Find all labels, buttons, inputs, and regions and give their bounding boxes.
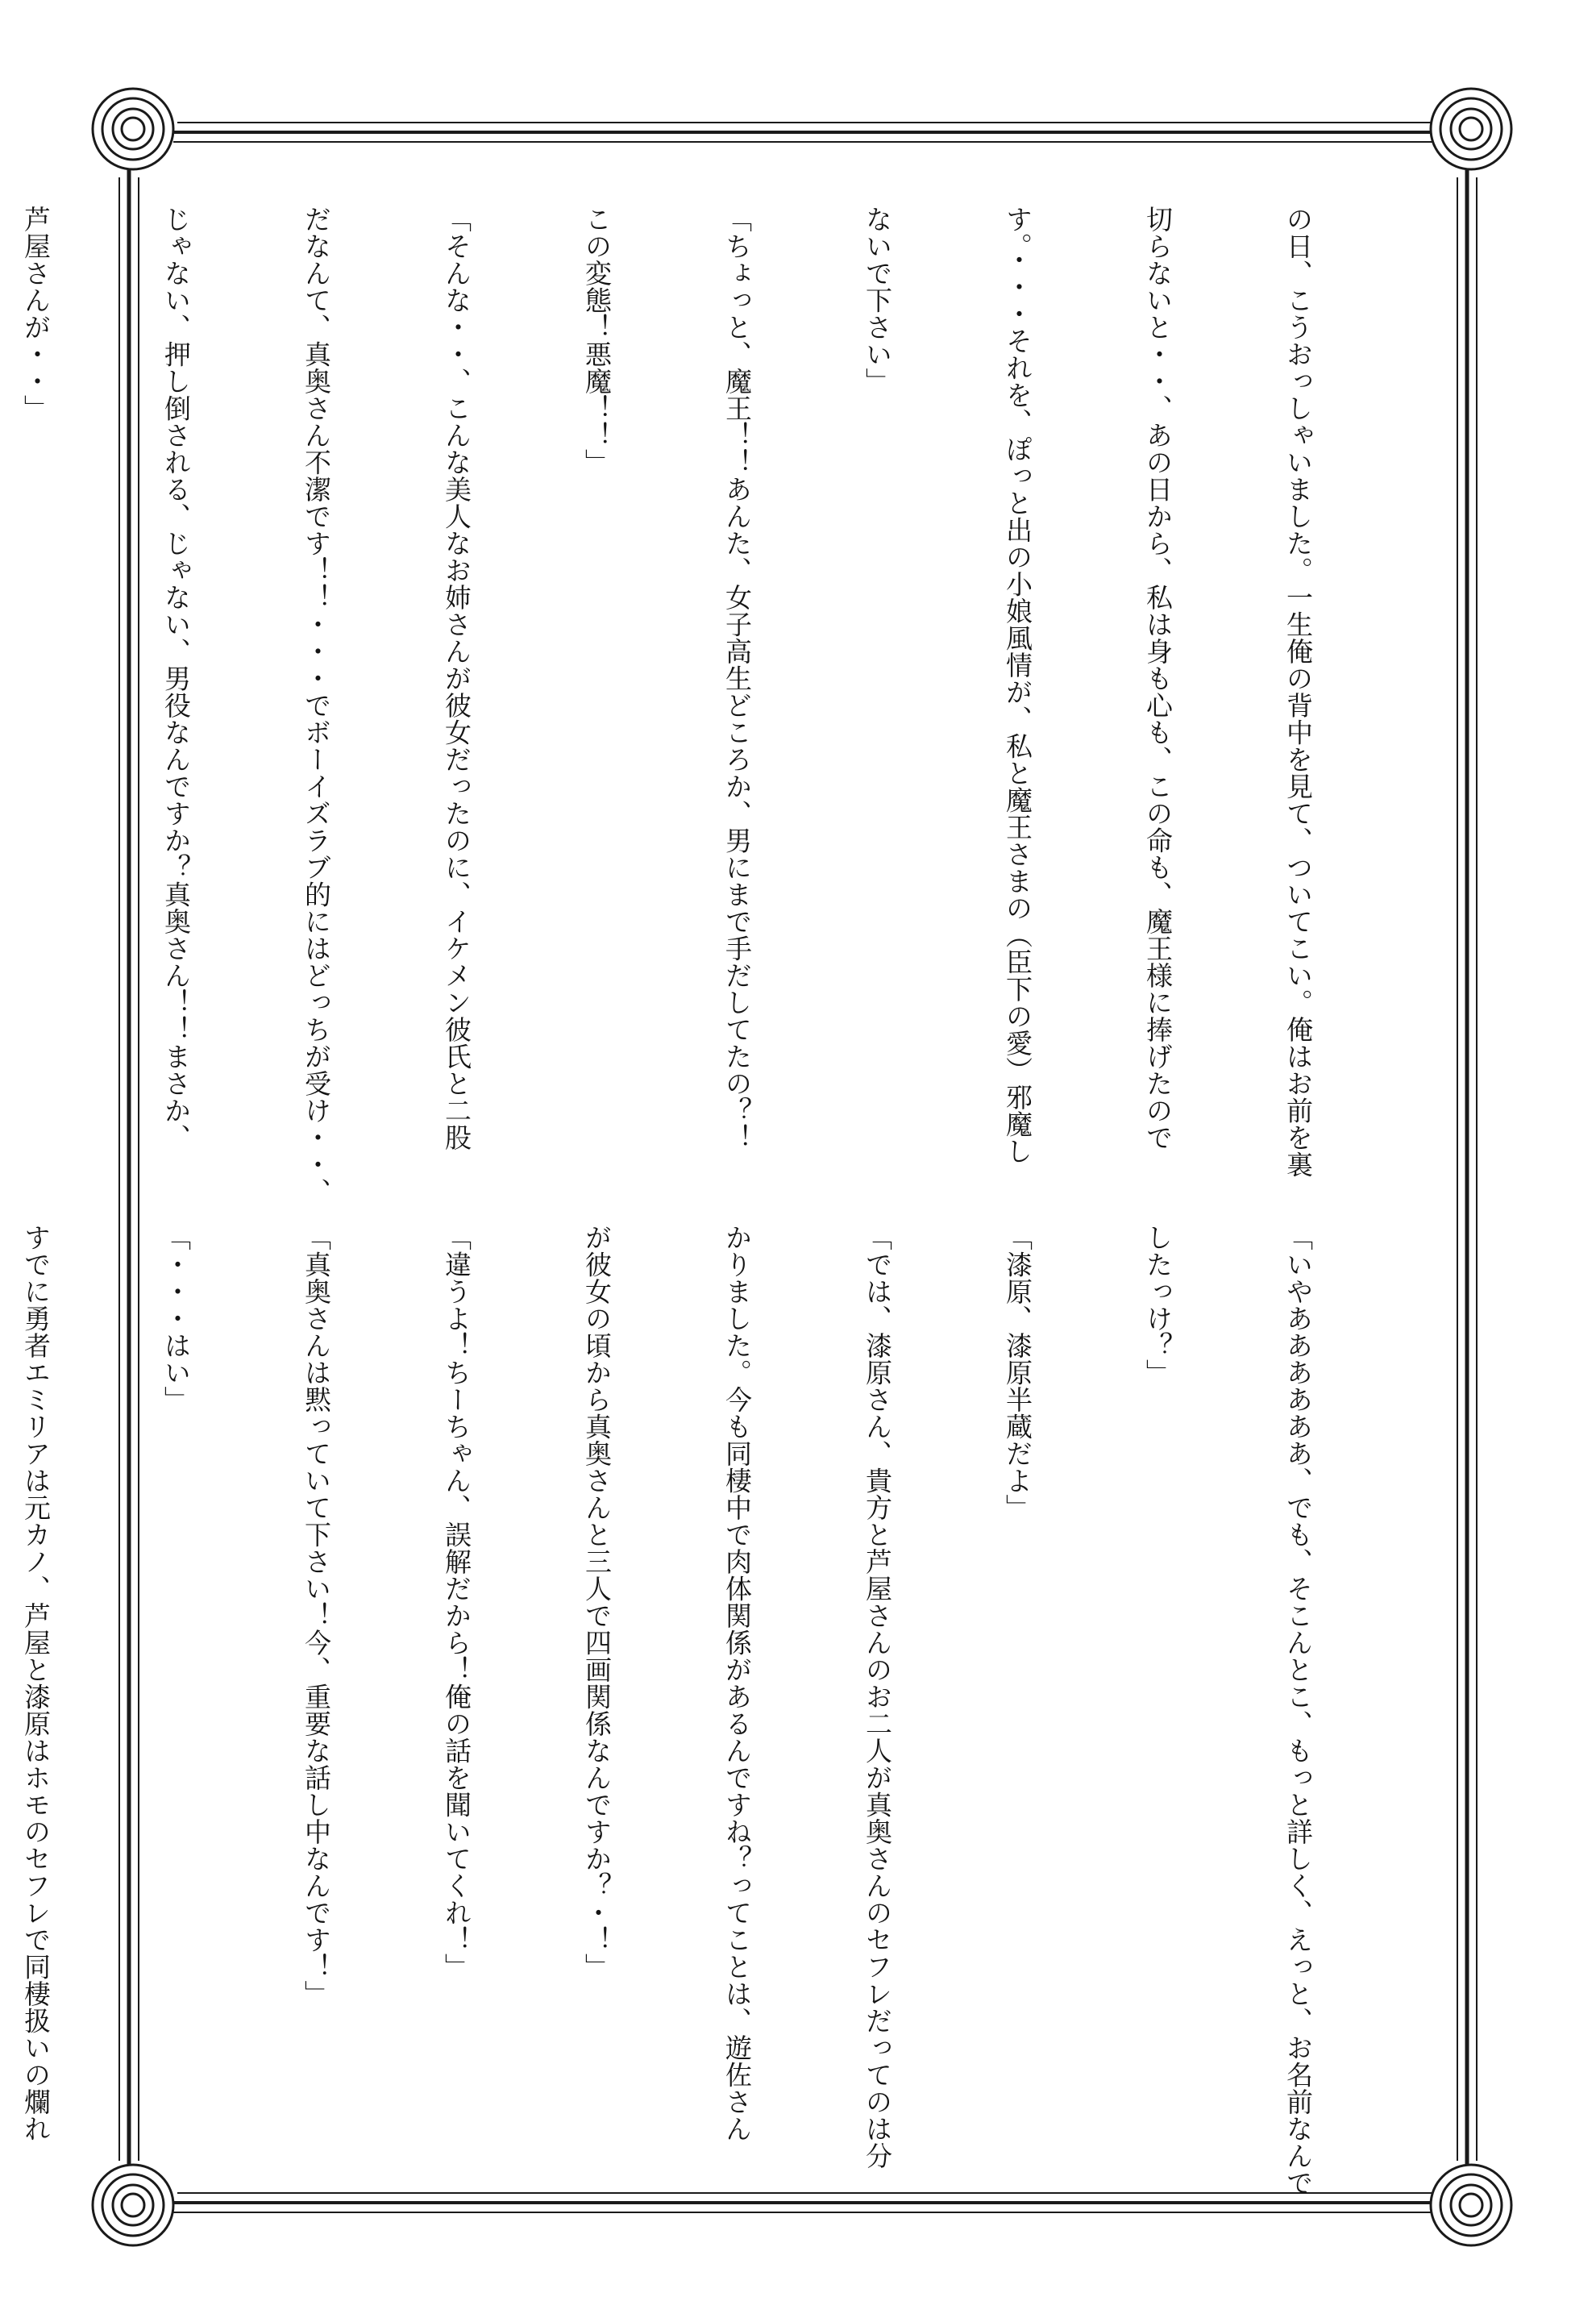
text-line: 「漆原、漆原半蔵だよ」 bbox=[1002, 1224, 1033, 1521]
text-line: 「真奥さんは黙っていて下さい！今、重要な話し中なんです！」 bbox=[301, 1224, 332, 2008]
text-line: この変態！悪魔！！」 bbox=[581, 206, 613, 476]
corner-ornament-top-left bbox=[93, 89, 173, 169]
text-block-top bbox=[20, 206, 1415, 1205]
text-line: じゃない、押し倒される、じゃない、男役なんですか？真奥さん！！まさか、 bbox=[160, 206, 192, 1151]
text-line: だなんて、真奥さん不潔です！！・・・でボーイズラブ的にはどっちが受け・・、 bbox=[301, 206, 332, 1205]
text-line: の日、こうおっしゃいました。一生俺の背中を見て、ついてこい。俺はお前を裏 bbox=[1282, 206, 1314, 1178]
text-line: すでに勇者エミリアは元カノ、芦屋と漆原はホモのセフレで同棲扱いの爛れ bbox=[20, 1224, 52, 2142]
text-line: 「違うよ！ちーちゃん、誤解だから！俺の話を聞いてくれ！」 bbox=[441, 1224, 472, 1980]
text-line: 「では、漆原さん、貴方と芦屋さんのお二人が真奥さんのセフレだってのは分 bbox=[862, 1224, 893, 2170]
text-line: 「いやああああああ、でも、そこんとこ、もっと詳しく、えっと、お名前なんで bbox=[1282, 1224, 1314, 2196]
text-line: かりました。今も同棲中で肉体関係があるんですね？ってことは、遊佐さん bbox=[721, 1224, 753, 2142]
text-block-bottom bbox=[20, 1224, 1415, 2196]
text-line: 「・・・はい」 bbox=[160, 1224, 192, 1413]
text-line: 「そんな・・、こんな美人なお姉さんが彼女だったのに、イケメン彼氏と二股 bbox=[441, 206, 472, 1151]
corner-ornament-top-right bbox=[1431, 89, 1511, 169]
text-line: が彼女の頃から真奥さんと三人で四画関係なんですか？・！」 bbox=[581, 1224, 613, 1980]
text-line: す。・・・それを、ぽっと出の小娘風情が、私と魔王さまの（臣下の愛）邪魔し bbox=[1002, 206, 1033, 1165]
corner-ornament-bottom-right bbox=[1431, 2165, 1511, 2245]
text-line: 芦屋さんが・・」 bbox=[20, 206, 52, 422]
text-line: ないで下さい」 bbox=[862, 206, 893, 395]
text-line: 「ちょっと、魔王！！あんた、女子高生どころか、男にまで手だしてたの？！ bbox=[721, 206, 753, 1151]
corner-ornament-bottom-left bbox=[93, 2165, 173, 2245]
text-line: したっけ？」 bbox=[1142, 1224, 1174, 1386]
text-line: 切らないと・・、あの日から、私は身も心も、この命も、魔王様に捧げたので bbox=[1142, 206, 1174, 1151]
